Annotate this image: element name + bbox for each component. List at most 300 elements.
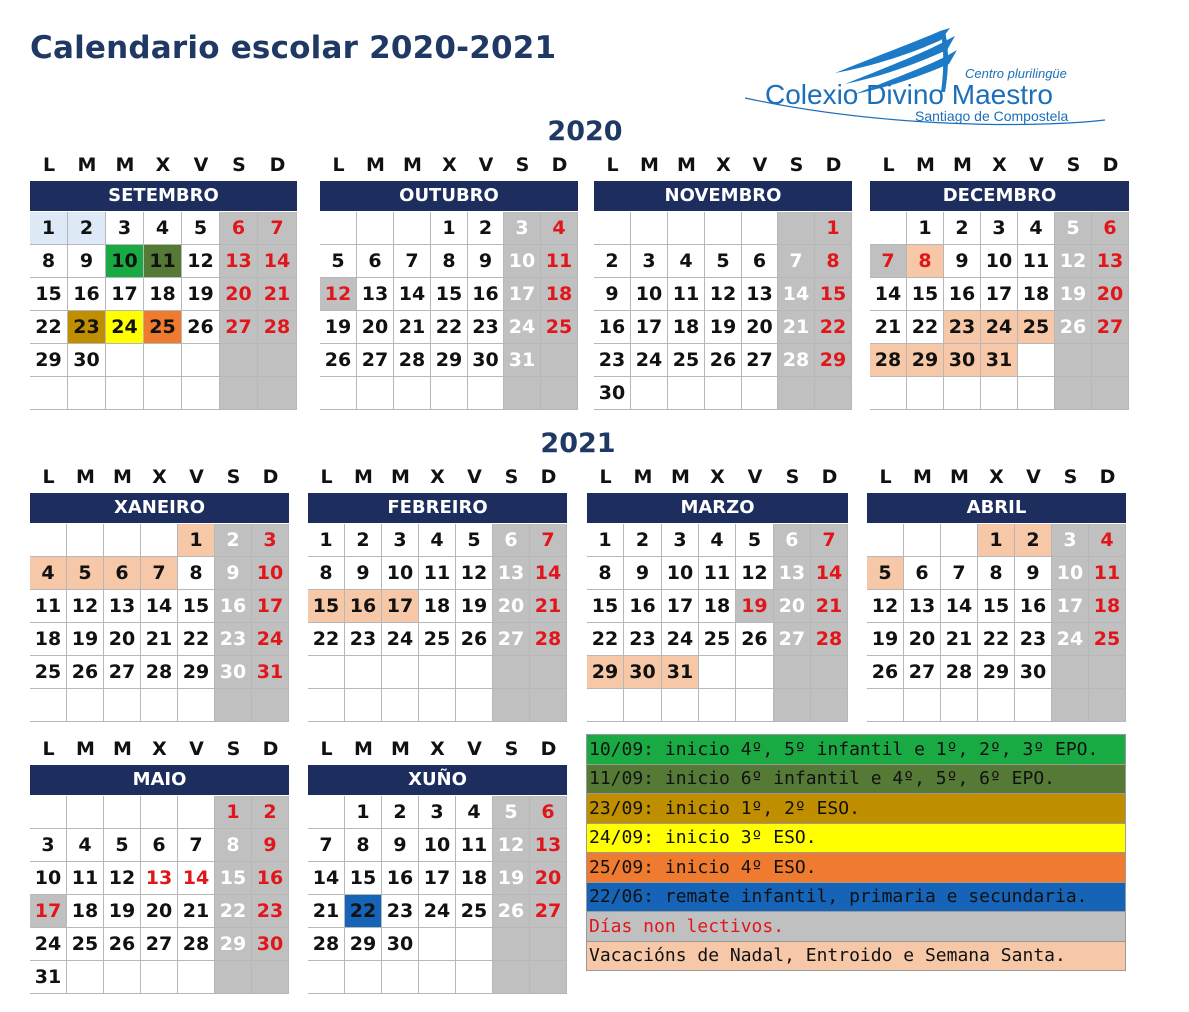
- day-cell: 21: [141, 623, 178, 656]
- day-cell: 29: [587, 656, 624, 689]
- empty-cell: [870, 212, 907, 245]
- empty-cell: [320, 212, 356, 245]
- day-cell: 2: [215, 524, 252, 557]
- day-cell: 27: [530, 895, 567, 928]
- legend-row: [587, 735, 1126, 765]
- weekday-label: V: [1029, 154, 1044, 176]
- empty-cell: [382, 689, 419, 722]
- weekday-label: X: [989, 466, 1004, 488]
- day-cell: 2: [1015, 524, 1052, 557]
- day-cell: 4: [667, 245, 704, 278]
- day-cell: 21: [258, 278, 297, 311]
- week-row: [867, 557, 1126, 590]
- empty-cell: [667, 377, 704, 410]
- weekday-label: M: [115, 154, 135, 176]
- day-cell: 4: [1018, 212, 1055, 245]
- weekday-header: [870, 152, 1129, 178]
- day-cell: 13: [1092, 245, 1129, 278]
- day-cell: 6: [773, 524, 810, 557]
- week-row: [587, 524, 848, 557]
- day-cell: 19: [456, 590, 493, 623]
- day-cell: 8: [430, 245, 467, 278]
- logo-tagline: Centro plurilingüe: [965, 66, 1067, 81]
- day-cell: 21: [941, 623, 978, 656]
- day-cell: 12: [1055, 245, 1092, 278]
- weekday-label: X: [155, 154, 171, 176]
- weekday-label: S: [515, 154, 530, 176]
- day-cell: 5: [1055, 212, 1092, 245]
- weekday-header: [594, 152, 852, 178]
- empty-cell: [382, 656, 419, 689]
- day-cell: 9: [68, 245, 106, 278]
- weekday-label: M: [76, 738, 95, 760]
- weekday-label: S: [232, 154, 246, 176]
- day-cell: 11: [1089, 557, 1126, 590]
- day-cell: 1: [178, 524, 215, 557]
- day-cell: 17: [504, 278, 541, 311]
- day-cell: 14: [870, 278, 907, 311]
- week-row: [30, 377, 297, 410]
- weekday-label: D: [540, 466, 557, 488]
- day-cell: 25: [667, 344, 704, 377]
- month-name: NOVEMBRO: [594, 181, 852, 211]
- weekday-label: X: [152, 738, 167, 760]
- empty-cell: [345, 656, 382, 689]
- day-cell: 26: [735, 623, 773, 656]
- weekday-label: M: [77, 154, 97, 176]
- empty-cell: [810, 689, 847, 722]
- day-cell: 7: [178, 829, 215, 862]
- week-row: [308, 829, 567, 862]
- day-cell: 9: [594, 278, 630, 311]
- empty-cell: [30, 524, 67, 557]
- day-cell: 15: [30, 278, 68, 311]
- day-cell: 26: [456, 623, 493, 656]
- day-cell: 2: [252, 796, 289, 829]
- month-name: XUÑO: [308, 765, 567, 795]
- day-cell: 18: [1018, 278, 1055, 311]
- day-cell: 21: [810, 590, 847, 623]
- day-cell: 28: [393, 344, 430, 377]
- day-cell: 21: [530, 590, 567, 623]
- week-row: [308, 796, 567, 829]
- legend-entry: 24/09: inicio 3º ESO.: [587, 823, 1126, 853]
- weekday-label: D: [262, 466, 279, 488]
- weekday-label: D: [540, 738, 557, 760]
- day-cell: 12: [67, 590, 104, 623]
- day-cell: 12: [867, 590, 904, 623]
- day-cell: 9: [215, 557, 252, 590]
- day-cell: 22: [215, 895, 252, 928]
- month-grid: [594, 212, 852, 410]
- day-cell: 17: [1052, 590, 1089, 623]
- day-cell: 12: [104, 862, 141, 895]
- empty-cell: [735, 689, 773, 722]
- empty-cell: [308, 796, 345, 829]
- day-cell: 15: [308, 590, 345, 623]
- weekday-label: M: [354, 738, 373, 760]
- weekday-label: M: [113, 466, 132, 488]
- day-cell: 1: [308, 524, 345, 557]
- week-row: [30, 829, 289, 862]
- day-cell: 3: [630, 245, 667, 278]
- day-cell: 24: [661, 623, 698, 656]
- day-cell: 22: [815, 311, 852, 344]
- day-cell: 25: [1018, 311, 1055, 344]
- empty-cell: [356, 377, 393, 410]
- day-cell: 13: [104, 590, 141, 623]
- day-cell: 28: [778, 344, 815, 377]
- day-cell: 24: [504, 311, 541, 344]
- empty-cell: [1055, 344, 1092, 377]
- empty-cell: [308, 656, 345, 689]
- legend-row: [587, 823, 1126, 853]
- weekday-header: [587, 464, 848, 490]
- day-cell: 24: [30, 928, 67, 961]
- weekday-label: D: [1102, 154, 1119, 176]
- day-cell: 7: [778, 245, 815, 278]
- weekday-label: M: [953, 154, 972, 176]
- day-cell: 25: [698, 623, 735, 656]
- week-row: [30, 557, 289, 590]
- day-cell: 8: [587, 557, 624, 590]
- day-cell: 14: [308, 862, 345, 895]
- day-cell: 2: [345, 524, 382, 557]
- day-cell: 15: [178, 590, 215, 623]
- empty-cell: [419, 656, 456, 689]
- day-cell: 8: [215, 829, 252, 862]
- week-row: [594, 212, 852, 245]
- weekday-label: D: [262, 738, 279, 760]
- weekday-label: V: [467, 466, 482, 488]
- empty-cell: [345, 961, 382, 994]
- weekday-label: L: [332, 154, 345, 176]
- weekday-header: [30, 736, 289, 762]
- day-cell: 11: [698, 557, 735, 590]
- day-cell: 5: [320, 245, 356, 278]
- week-row: [30, 590, 289, 623]
- empty-cell: [867, 689, 904, 722]
- empty-cell: [981, 377, 1018, 410]
- day-cell: 26: [704, 344, 741, 377]
- day-cell: 16: [382, 862, 419, 895]
- day-cell: 24: [382, 623, 419, 656]
- empty-cell: [104, 796, 141, 829]
- day-cell: 29: [345, 928, 382, 961]
- day-cell: 29: [30, 344, 68, 377]
- empty-cell: [1092, 344, 1129, 377]
- day-cell: 17: [106, 278, 144, 311]
- weekday-label: L: [606, 154, 619, 176]
- empty-cell: [870, 377, 907, 410]
- day-cell: 24: [1052, 623, 1089, 656]
- weekday-label: L: [879, 466, 892, 488]
- empty-cell: [530, 689, 567, 722]
- day-cell: 4: [30, 557, 67, 590]
- month-grid: [587, 524, 848, 722]
- empty-cell: [178, 796, 215, 829]
- weekday-header: [308, 464, 567, 490]
- empty-cell: [630, 212, 667, 245]
- day-cell: 5: [67, 557, 104, 590]
- day-cell: 4: [541, 212, 578, 245]
- empty-cell: [104, 689, 141, 722]
- day-cell: 3: [252, 524, 289, 557]
- month-grid: [30, 796, 289, 994]
- day-cell: 20: [141, 895, 178, 928]
- day-cell: 17: [252, 590, 289, 623]
- day-cell: 22: [430, 311, 467, 344]
- day-cell: 18: [698, 590, 735, 623]
- empty-cell: [393, 212, 430, 245]
- empty-cell: [456, 928, 493, 961]
- day-cell: 24: [252, 623, 289, 656]
- day-cell: 11: [30, 590, 67, 623]
- empty-cell: [68, 377, 106, 410]
- day-cell: 19: [704, 311, 741, 344]
- weekday-label: S: [1063, 466, 1078, 488]
- week-row: [867, 689, 1126, 722]
- week-row: [30, 689, 289, 722]
- empty-cell: [773, 656, 810, 689]
- day-cell: 23: [594, 344, 630, 377]
- empty-cell: [624, 689, 662, 722]
- empty-cell: [182, 344, 220, 377]
- day-cell: 10: [981, 245, 1018, 278]
- empty-cell: [867, 524, 904, 557]
- week-row: [30, 524, 289, 557]
- week-row: [30, 212, 297, 245]
- weekday-label: V: [752, 154, 768, 176]
- weekday-label: V: [193, 154, 209, 176]
- empty-cell: [904, 524, 941, 557]
- day-cell: 13: [741, 278, 777, 311]
- empty-cell: [419, 689, 456, 722]
- empty-cell: [661, 689, 698, 722]
- weekday-label: D: [821, 466, 838, 488]
- day-cell: 25: [67, 928, 104, 961]
- day-cell: 20: [904, 623, 941, 656]
- weekday-label: S: [226, 738, 241, 760]
- week-row: [870, 278, 1129, 311]
- day-cell: 16: [68, 278, 106, 311]
- legend-entry: Días non lectivos.: [587, 912, 1126, 942]
- day-cell: 13: [493, 557, 530, 590]
- empty-cell: [178, 689, 215, 722]
- day-cell: 8: [978, 557, 1015, 590]
- day-cell: 26: [1055, 311, 1092, 344]
- day-cell: 18: [667, 311, 704, 344]
- day-cell: 15: [430, 278, 467, 311]
- day-cell: 7: [870, 245, 907, 278]
- day-cell: 8: [308, 557, 345, 590]
- day-cell: 11: [419, 557, 456, 590]
- day-cell: 2: [944, 212, 981, 245]
- day-cell: 31: [252, 656, 289, 689]
- day-cell: 16: [624, 590, 662, 623]
- day-cell: 27: [356, 344, 393, 377]
- weekday-label: X: [430, 738, 445, 760]
- day-cell: 13: [904, 590, 941, 623]
- day-cell: 10: [1052, 557, 1089, 590]
- day-cell: 22: [178, 623, 215, 656]
- week-row: [30, 796, 289, 829]
- day-cell: 30: [594, 377, 630, 410]
- day-cell: 3: [382, 524, 419, 557]
- legend-entry: 22/06: remate infantil, primaria e secundaria.: [587, 882, 1126, 912]
- week-row: [308, 524, 567, 557]
- day-cell: 29: [215, 928, 252, 961]
- empty-cell: [182, 377, 220, 410]
- day-cell: 22: [345, 895, 382, 928]
- day-cell: 4: [698, 524, 735, 557]
- day-cell: 20: [530, 862, 567, 895]
- weekday-label: M: [113, 738, 132, 760]
- empty-cell: [144, 377, 182, 410]
- day-cell: 2: [382, 796, 419, 829]
- weekday-header: [30, 152, 297, 178]
- empty-cell: [356, 212, 393, 245]
- day-cell: 21: [393, 311, 430, 344]
- empty-cell: [941, 524, 978, 557]
- day-cell: 16: [215, 590, 252, 623]
- day-cell: 19: [320, 311, 356, 344]
- legend-entry: 23/09: inicio 1º, 2º ESO.: [587, 794, 1126, 824]
- day-cell: 15: [215, 862, 252, 895]
- weekday-label: M: [366, 154, 385, 176]
- day-cell: 17: [661, 590, 698, 623]
- day-cell: 27: [1092, 311, 1129, 344]
- day-cell: 21: [178, 895, 215, 928]
- weekday-label: S: [789, 154, 804, 176]
- day-cell: 3: [661, 524, 698, 557]
- day-cell: 6: [1092, 212, 1129, 245]
- day-cell: 6: [493, 524, 530, 557]
- week-row: [320, 278, 578, 311]
- empty-cell: [67, 796, 104, 829]
- week-row: [320, 212, 578, 245]
- day-cell: 30: [467, 344, 503, 377]
- weekday-label: M: [354, 466, 373, 488]
- month-grid: [308, 524, 567, 722]
- empty-cell: [741, 377, 777, 410]
- day-cell: 22: [308, 623, 345, 656]
- empty-cell: [419, 928, 456, 961]
- empty-cell: [141, 796, 178, 829]
- day-cell: 9: [382, 829, 419, 862]
- day-cell: 16: [467, 278, 503, 311]
- day-cell: 29: [178, 656, 215, 689]
- empty-cell: [456, 689, 493, 722]
- week-row: [30, 895, 289, 928]
- month-grid: [30, 524, 289, 722]
- day-cell: 5: [493, 796, 530, 829]
- day-cell: 1: [907, 212, 944, 245]
- day-cell: 14: [393, 278, 430, 311]
- empty-cell: [320, 377, 356, 410]
- day-cell: 10: [504, 245, 541, 278]
- day-cell: 1: [587, 524, 624, 557]
- empty-cell: [178, 961, 215, 994]
- day-cell: 27: [220, 311, 258, 344]
- weekday-label: X: [152, 466, 167, 488]
- empty-cell: [144, 344, 182, 377]
- day-cell: 29: [815, 344, 852, 377]
- logo-place: Santiago de Compostela: [915, 108, 1069, 124]
- day-cell: 31: [661, 656, 698, 689]
- logo-name: Colexio Divino Maestro: [765, 79, 1053, 110]
- day-cell: 2: [594, 245, 630, 278]
- weekday-label: M: [671, 466, 690, 488]
- empty-cell: [104, 961, 141, 994]
- month-grid: [308, 796, 567, 994]
- year-label: 2021: [540, 428, 616, 459]
- empty-cell: [541, 344, 578, 377]
- empty-cell: [815, 377, 852, 410]
- day-cell: 3: [504, 212, 541, 245]
- weekday-label: L: [42, 154, 56, 176]
- week-row: [30, 961, 289, 994]
- day-cell: 2: [624, 524, 662, 557]
- empty-cell: [493, 656, 530, 689]
- empty-cell: [30, 377, 68, 410]
- empty-cell: [220, 377, 258, 410]
- day-cell: 25: [456, 895, 493, 928]
- day-cell: 22: [587, 623, 624, 656]
- empty-cell: [530, 928, 567, 961]
- day-cell: 23: [382, 895, 419, 928]
- day-cell: 31: [504, 344, 541, 377]
- week-row: [30, 344, 297, 377]
- empty-cell: [1052, 689, 1089, 722]
- weekday-label: X: [992, 154, 1007, 176]
- day-cell: 23: [1015, 623, 1052, 656]
- day-cell: 7: [941, 557, 978, 590]
- day-cell: 1: [978, 524, 1015, 557]
- day-cell: 3: [981, 212, 1018, 245]
- day-cell: 20: [1092, 278, 1129, 311]
- day-cell: 10: [106, 245, 144, 278]
- day-cell: 10: [30, 862, 67, 895]
- day-cell: 26: [104, 928, 141, 961]
- week-row: [308, 961, 567, 994]
- day-cell: 30: [215, 656, 252, 689]
- week-row: [870, 344, 1129, 377]
- day-cell: 1: [30, 212, 68, 245]
- week-row: [587, 557, 848, 590]
- day-cell: 17: [981, 278, 1018, 311]
- legend-row: [587, 764, 1126, 794]
- day-cell: 27: [141, 928, 178, 961]
- empty-cell: [456, 961, 493, 994]
- week-row: [320, 245, 578, 278]
- week-row: [594, 278, 852, 311]
- week-row: [30, 862, 289, 895]
- empty-cell: [1018, 377, 1055, 410]
- day-cell: 12: [182, 245, 220, 278]
- empty-cell: [1055, 377, 1092, 410]
- empty-cell: [698, 656, 735, 689]
- month-name: MAIO: [30, 765, 289, 795]
- weekday-label: X: [716, 154, 731, 176]
- day-cell: 26: [67, 656, 104, 689]
- day-cell: 23: [68, 311, 106, 344]
- week-row: [320, 344, 578, 377]
- day-cell: 9: [345, 557, 382, 590]
- day-cell: 28: [308, 928, 345, 961]
- weekday-label: L: [42, 738, 55, 760]
- day-cell: 30: [624, 656, 662, 689]
